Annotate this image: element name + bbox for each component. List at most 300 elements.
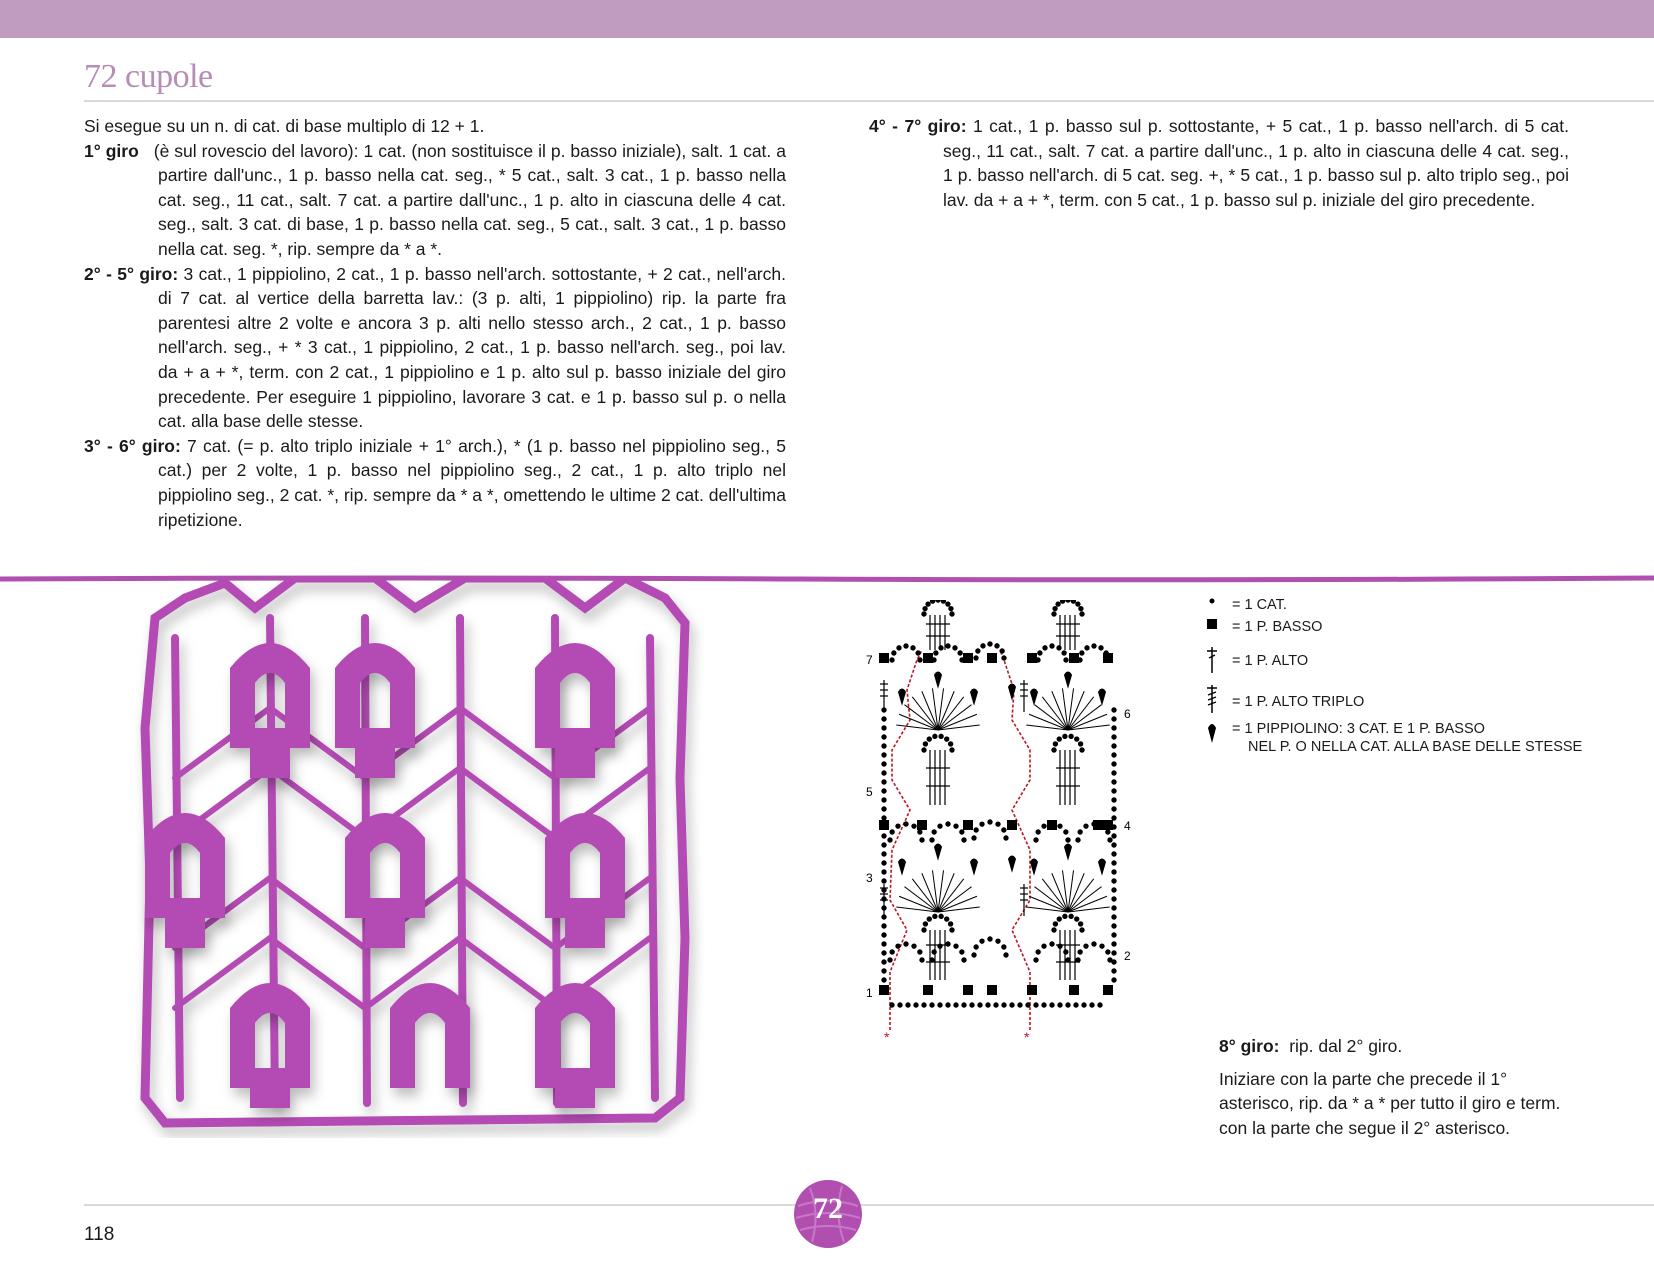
chain-dot	[946, 1003, 950, 1007]
chain-dot	[1106, 950, 1110, 954]
chain-dot	[926, 602, 930, 606]
picot-mark	[935, 844, 942, 859]
chain-dot	[948, 742, 952, 746]
footer-divider	[84, 1204, 1654, 1206]
chain-dot	[912, 944, 916, 948]
chain-dot	[988, 642, 992, 646]
repeat-line-start	[890, 650, 922, 1030]
chain-dot	[949, 606, 953, 610]
chain-dot	[1112, 816, 1116, 820]
chain-dot	[1063, 734, 1067, 738]
chain-dot	[882, 780, 886, 784]
chain-dot	[1034, 838, 1038, 842]
chain-dot	[1066, 1003, 1070, 1007]
chain-dot	[922, 928, 926, 932]
chain-dot	[1050, 1003, 1054, 1007]
chain-dot	[882, 771, 886, 775]
chain-dot	[882, 825, 886, 829]
round-label: 3° - 6° giro:	[84, 435, 181, 456]
chain-dot	[996, 822, 1000, 826]
chain-dot	[950, 928, 954, 932]
chain-dot	[938, 824, 942, 828]
chain-dot	[904, 942, 908, 946]
legend-label: = 1 P. ALTO TRIPLO	[1232, 694, 1365, 710]
round-1	[84, 139, 786, 262]
single-crochet-mark	[924, 654, 933, 663]
single-crochet-mark	[964, 821, 973, 830]
chain-dot	[933, 734, 937, 738]
chain-dot	[1112, 753, 1116, 757]
legend-item	[1200, 720, 1582, 756]
chain-dot	[972, 836, 976, 840]
chain-dot	[1042, 1003, 1046, 1007]
legend-label-line2: NEL P. O NELLA CAT. ALLA BASE DELLE STESSE	[1248, 739, 1583, 755]
title-divider	[84, 100, 1654, 102]
chain-dot	[890, 658, 894, 662]
chain-dot	[954, 944, 958, 948]
chain-dot	[1082, 1003, 1086, 1007]
chain-dot	[882, 843, 886, 847]
chain-dot	[1112, 888, 1116, 892]
picot-icon	[1206, 720, 1218, 744]
chain-dot	[1112, 708, 1116, 712]
chain-dot	[930, 600, 934, 603]
dome-motif	[230, 983, 310, 1108]
chain-dot	[888, 958, 892, 962]
instructions-right-column	[869, 114, 1569, 212]
single-crochet-mark	[1008, 821, 1017, 830]
chain-dot	[923, 606, 927, 610]
row-label-4: 4	[1124, 819, 1131, 833]
legend-item	[1200, 684, 1364, 711]
chain-dot	[1085, 646, 1089, 650]
chain-dot	[1058, 1003, 1062, 1007]
chain-dot	[976, 649, 980, 653]
row-label-2: 2	[1124, 949, 1131, 963]
chain-dot	[882, 915, 886, 919]
chain-dot	[1100, 944, 1104, 948]
chain-dot	[1038, 651, 1042, 655]
legend-label: = 1 P. ALTO	[1232, 653, 1309, 669]
picot-mark	[935, 672, 942, 687]
chain-dot	[1076, 602, 1080, 606]
chain-dot	[1004, 953, 1008, 957]
chain-dot	[888, 838, 892, 842]
chain-dot	[980, 939, 984, 943]
chain-dot	[882, 906, 886, 910]
triple-crochet-icon	[1205, 684, 1219, 714]
chain-dot	[882, 708, 886, 712]
chain-dot	[922, 748, 926, 752]
chain-dot	[1056, 602, 1060, 606]
chain-dot	[946, 602, 950, 606]
chain-dot	[1078, 922, 1082, 926]
chain-dot	[882, 951, 886, 955]
chain-dot	[1112, 789, 1116, 793]
chain-dot	[922, 1003, 926, 1007]
chain-dot	[1071, 600, 1075, 603]
picot-mark	[971, 689, 978, 704]
crochet-swatch-image	[135, 578, 705, 1138]
chain-dot	[946, 644, 950, 648]
round-text: 7 cat. (= p. alto triplo iniziale + 1° arch.), * (1 p. basso nel pippiolino seg., 5 cat.) per 2 volte, 1 p. basso nel pippiolino seg., 2 cat., 1 p. alto triplo nel pippiolino seg., 2 cat. *, rip. sempre da * a *, omettendo le ultime 2 cat. dell'ultima ripetizione.	[158, 435, 786, 530]
single-crochet-mark	[988, 654, 997, 663]
picot-mark	[899, 689, 906, 704]
row-label-3: 3	[866, 871, 873, 885]
dome-motif	[535, 983, 615, 1108]
chain-dot	[882, 924, 886, 928]
picot-mark	[1065, 672, 1072, 687]
repeat-marker-start: *	[884, 1029, 890, 1045]
chain-dot	[918, 950, 922, 954]
chain-dot	[1092, 942, 1096, 946]
chain-dot	[1078, 658, 1082, 662]
chain-dot	[1106, 830, 1110, 834]
single-crochet-mark	[964, 654, 973, 663]
chain-dot	[1000, 649, 1004, 653]
chain-dot	[1112, 744, 1116, 748]
chain-dot	[936, 600, 940, 602]
repeat-marker-end: *	[1024, 1029, 1030, 1045]
chain-dot	[1036, 658, 1040, 662]
chain-dot	[1076, 838, 1080, 842]
chain-dot	[914, 1003, 918, 1007]
chain-dot	[958, 651, 962, 655]
single-crochet-mark	[1104, 986, 1113, 995]
chain-dot	[1002, 1003, 1006, 1007]
picot-mark	[899, 859, 906, 874]
single-crochet-mark	[924, 986, 933, 995]
chain-dot	[960, 950, 964, 954]
chain-dot	[1066, 600, 1070, 602]
chain-dot	[1080, 928, 1084, 932]
chain-dot	[1112, 906, 1116, 910]
picot-mark	[1009, 856, 1016, 871]
chain-dot	[1057, 917, 1061, 921]
chain-dot	[1064, 950, 1068, 954]
chain-dot	[1050, 644, 1054, 648]
round-label: 4° - 7° giro:	[869, 116, 967, 136]
chain-dot	[920, 838, 924, 842]
single-crochet-mark	[1028, 654, 1037, 663]
legend-label-line1: = 1 PIPPIOLINO: 3 CAT. E 1 P. BASSO	[1232, 721, 1485, 737]
stitch-diagram	[862, 600, 1162, 1100]
chain-dot	[1058, 824, 1062, 828]
double-crochet-icon	[1205, 646, 1219, 674]
chain-dot	[923, 742, 927, 746]
chain-dot	[1112, 771, 1116, 775]
chain-dot	[1075, 737, 1079, 741]
chain-dot	[882, 744, 886, 748]
chain-dot	[920, 958, 924, 962]
chain-dot	[882, 717, 886, 721]
chain-dot	[890, 830, 894, 834]
picot-mark	[971, 859, 978, 874]
chain-dot	[1112, 807, 1116, 811]
chain-dot	[1084, 824, 1088, 828]
chain-dot	[950, 748, 954, 752]
chain-dot	[1112, 942, 1116, 946]
chain-dot	[1078, 742, 1082, 746]
chain-dot	[1042, 824, 1046, 828]
dome-motif	[345, 813, 425, 948]
chain-dot	[1112, 933, 1116, 937]
chain-dot	[1002, 945, 1006, 949]
chain-dot	[1063, 914, 1067, 918]
chain-dot	[930, 1003, 934, 1007]
chain-dot	[1099, 646, 1103, 650]
round-8-label: 8° giro:	[1219, 1036, 1280, 1056]
round-text: 1 cat., 1 p. basso sul p. sottostante, + 5 cat., 1 p. basso nell'arch. di 5 cat. seg., 11 cat., salt. 7 cat. a partire dall'unc., 1 p. alto in ciascuna delle 4 cat. seg., 1 p. basso nell'arch. di 5 cat. seg. +, * 5 cat., 1 p. basso sul p. alto triplo seg., poi lav. da + a + *, term. con 5 cat., 1 p. basso sul p. iniziale del giro precedente.	[943, 116, 1569, 210]
chain-dot	[1034, 1003, 1038, 1007]
chain-dot	[995, 644, 999, 648]
chain-dot	[906, 1003, 910, 1007]
chain-dot	[972, 953, 976, 957]
round-text: 3 cat., 1 pippiolino, 2 cat., 1 p. basso nell'arch. sottostante, + 2 cat., nell'arch. di 7 cat. al vertice della barretta lav.: (3 p. alti, 1 pippiolino) rip. la parte fra parentesi altre 2 volte e ancora 3 p. alti nello stesso arch., 2 cat., 1 p. basso nell'arch. seg., + * 3 cat., 1 pippiolino, 2 cat., 1 p. basso nell'arch. seg., poi lav. da + a + *, term. con 2 cat., 1 pippiolino e 1 p. alto sul p. basso iniziale del giro precedente. Per eseguire 1 pippiolino, lavorare 3 cat. e 1 p. basso sul p. o nella cat. alla base delle stesse.	[158, 263, 786, 432]
chain-dot	[882, 897, 886, 901]
chain-dot	[882, 726, 886, 730]
dome-motif	[335, 643, 415, 778]
chain-dot	[1112, 969, 1116, 973]
chain-dot	[996, 939, 1000, 943]
chain-dot	[938, 1003, 942, 1007]
chain-dot	[1112, 915, 1116, 919]
chain-dot	[978, 1003, 982, 1007]
chain-dot	[1108, 838, 1112, 842]
single-crochet-square-icon	[1206, 618, 1218, 630]
chain-dot	[1112, 780, 1116, 784]
chain-dot	[953, 646, 957, 650]
picot-mark	[1099, 689, 1106, 704]
chain-dot	[933, 914, 937, 918]
legend-label: = 1 P. BASSO	[1232, 619, 1323, 635]
chain-dot	[904, 644, 908, 648]
chain-dot	[882, 879, 886, 883]
chain-dot	[1064, 658, 1068, 662]
chain-dot	[882, 861, 886, 865]
chain-dot	[1043, 646, 1047, 650]
single-crochet-mark	[880, 986, 889, 995]
chain-dot	[1042, 944, 1046, 948]
chain-dot	[962, 1003, 966, 1007]
pattern-number-badge: 72	[813, 1192, 843, 1225]
chain-dot	[932, 658, 936, 662]
chain-dot	[1112, 861, 1116, 865]
picot-mark	[1009, 684, 1016, 699]
chain-dot	[988, 937, 992, 941]
round-4-7	[869, 114, 1569, 212]
chain-dot	[932, 950, 936, 954]
page-number: 118	[84, 1224, 115, 1245]
round-8-note	[1219, 1034, 1579, 1140]
round-2-5	[84, 262, 786, 434]
chain-dot	[922, 612, 926, 616]
chain-dot	[882, 852, 886, 856]
chain-dot	[1104, 651, 1108, 655]
chain-dot	[974, 656, 978, 660]
legend-label	[1232, 720, 1582, 756]
round-8-heading	[1219, 1034, 1579, 1059]
picot-mark	[1065, 844, 1072, 859]
instructions-left-column	[84, 114, 786, 532]
chain-dot	[1026, 1003, 1030, 1007]
chain-dot	[1092, 644, 1096, 648]
legend-item	[1200, 646, 1308, 670]
chain-dot	[930, 838, 934, 842]
dome-motif	[390, 983, 470, 1088]
chain-dot	[1069, 734, 1073, 738]
chain-dot	[1078, 830, 1082, 834]
chain-dot	[962, 838, 966, 842]
chain-dot	[1112, 951, 1116, 955]
picot-mark	[1031, 689, 1038, 704]
dome-motif	[535, 643, 615, 778]
round-3-6	[84, 434, 786, 532]
chain-dot	[1100, 824, 1104, 828]
chain-dot	[882, 807, 886, 811]
chain-dot	[882, 762, 886, 766]
round-8-label-text: rip. dal 2° giro.	[1289, 1036, 1403, 1056]
chain-dot	[1080, 612, 1084, 616]
chain-dot	[986, 1003, 990, 1007]
chain-dot	[1053, 742, 1057, 746]
chain-dot	[1112, 717, 1116, 721]
chain-dot	[1112, 978, 1116, 982]
chain-dot	[1112, 870, 1116, 874]
chain-dot	[1080, 651, 1084, 655]
chain-dot	[890, 950, 894, 954]
chain-dot	[1112, 726, 1116, 730]
picot-mark	[1031, 859, 1038, 874]
chain-dot	[1034, 958, 1038, 962]
chain-dot	[904, 822, 908, 826]
row-label-1: 1	[866, 986, 873, 1000]
chain-dot	[1106, 658, 1110, 662]
chain-dot	[916, 651, 920, 655]
chain-dot	[1078, 950, 1082, 954]
chain-dot	[962, 958, 966, 962]
chain-dot	[974, 945, 978, 949]
chain-dot	[896, 944, 900, 948]
chain-dot	[988, 820, 992, 824]
chain-dot	[882, 789, 886, 793]
chain-dot	[892, 651, 896, 655]
chain-dot	[1090, 1003, 1094, 1007]
single-crochet-mark	[964, 986, 973, 995]
chain-dot	[911, 646, 915, 650]
chain-dot	[912, 824, 916, 828]
single-crochet-mark	[918, 821, 927, 830]
row-label-6: 6	[1124, 707, 1131, 721]
chain-dot	[1112, 924, 1116, 928]
chain-dot	[1052, 748, 1056, 752]
chain-dot	[1060, 600, 1064, 603]
chain-dot	[932, 830, 936, 834]
chain-dot	[1079, 606, 1083, 610]
chain-dot	[1002, 656, 1006, 660]
chain-dot	[1092, 822, 1096, 826]
chain-dot	[1018, 1003, 1022, 1007]
round-label: 2° - 5° giro:	[84, 263, 179, 284]
chain-dot	[1036, 950, 1040, 954]
chain-dot	[960, 830, 964, 834]
chain-dot	[1052, 928, 1056, 932]
chain-dot	[981, 644, 985, 648]
chain-dot	[927, 917, 931, 921]
picot-mark	[1099, 859, 1106, 874]
chain-dot	[1112, 879, 1116, 883]
chain-dot	[946, 822, 950, 826]
chain-dot	[1112, 834, 1116, 838]
round-label: 1° giro	[84, 140, 139, 161]
chain-dot	[1066, 838, 1070, 842]
single-crochet-mark	[988, 986, 997, 995]
chain-dot	[1010, 1003, 1014, 1007]
single-crochet-mark	[880, 654, 889, 663]
chain-dot	[1112, 960, 1116, 964]
chain-dot	[939, 734, 943, 738]
chain-dot	[970, 1003, 974, 1007]
round-8-body: Iniziare con la parte che precede il 1° asterisco, rip. da * a * per tutto il giro e term. con la parte che segue il 2° asterisco.	[1219, 1068, 1561, 1138]
chain-dot	[1062, 651, 1066, 655]
chain-dot	[1064, 830, 1068, 834]
chain-dot	[1002, 828, 1006, 832]
chain-dot	[1112, 897, 1116, 901]
single-crochet-mark	[1104, 821, 1113, 830]
legend-item	[1200, 618, 1322, 640]
chain-dot	[941, 600, 945, 603]
chain-dot	[954, 824, 958, 828]
chain-dot	[945, 917, 949, 921]
chain-dot	[1112, 735, 1116, 739]
chain-dot	[945, 737, 949, 741]
chain-dot	[1112, 798, 1116, 802]
chain-dot	[1050, 942, 1054, 946]
chain-dot	[1080, 748, 1084, 752]
chain-dot	[1004, 836, 1008, 840]
round-text: (è sul rovescio del lavoro): 1 cat. (non sostituisce il p. basso iniziale), salt. 1 cat. a partire dall'unc., 1 p. basso nella cat. seg., * 5 cat., salt. 3 cat., 1 p. basso nella cat. seg., 11 cat., salt. 7 cat. a partire dall'unc., 1 p. alto in ciascuna delle 4 cat. seg., salt. 3 cat. di base, 1 p. basso nella cat. seg., 5 cat., salt. 3 cat., 1 p. basso nella cat. seg. *, rip. sempre da * a *.	[153, 140, 786, 259]
chain-dot	[896, 824, 900, 828]
legend-label: = 1 CAT.	[1232, 597, 1287, 613]
page-title: 72 cupole	[84, 58, 213, 95]
chain-dot	[1057, 737, 1061, 741]
chain-dot-icon	[1207, 596, 1217, 606]
dome-motif	[145, 813, 225, 948]
chain-dot	[1075, 917, 1079, 921]
chain-dot	[1050, 822, 1054, 826]
chain-dot	[890, 1003, 894, 1007]
chain-dot	[882, 969, 886, 973]
chain-dot	[1074, 1003, 1078, 1007]
chain-dot	[1053, 606, 1057, 610]
chain-dot	[954, 1003, 958, 1007]
top-color-band	[0, 0, 1654, 38]
single-crochet-mark	[1028, 986, 1037, 995]
chain-dot	[882, 888, 886, 892]
single-crochet-mark	[1070, 986, 1079, 995]
chain-dot	[1084, 944, 1088, 948]
chain-dot	[927, 737, 931, 741]
chain-dot	[918, 830, 922, 834]
chain-dot	[918, 658, 922, 662]
chain-dot	[1036, 830, 1040, 834]
chain-dot	[948, 922, 952, 926]
chain-dot	[1112, 852, 1116, 856]
chain-dot	[980, 822, 984, 826]
chain-dot	[974, 828, 978, 832]
chain-dot	[923, 922, 927, 926]
chain-dot	[897, 646, 901, 650]
